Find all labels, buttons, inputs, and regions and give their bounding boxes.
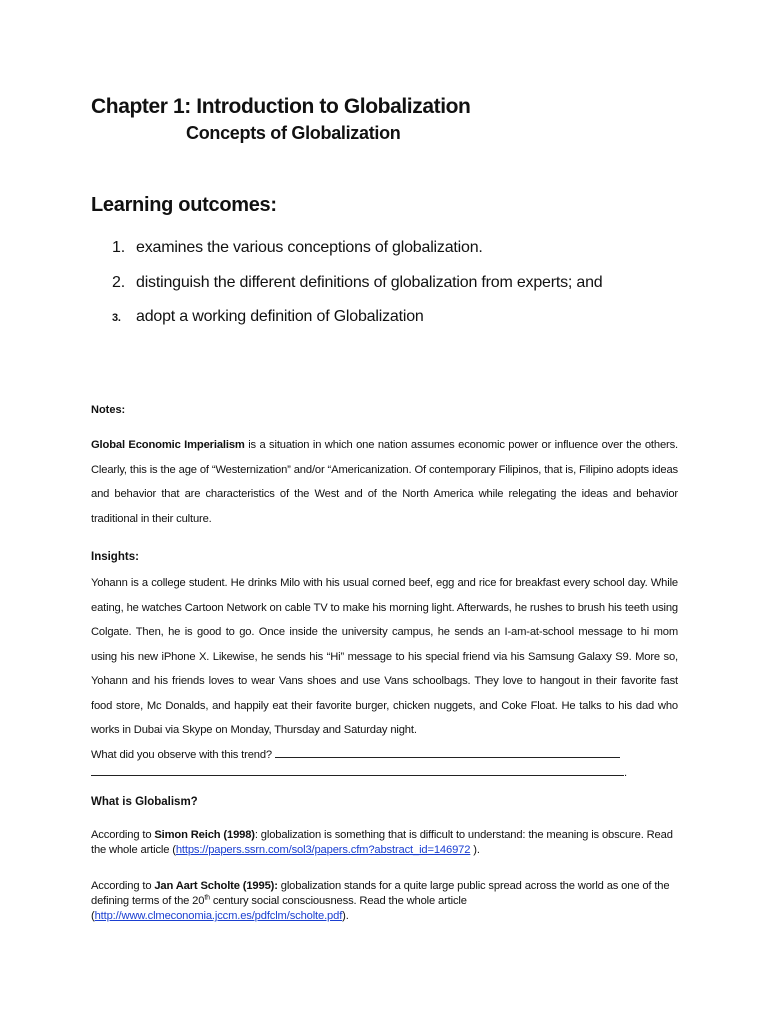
- learning-outcomes-heading: Learning outcomes:: [91, 194, 277, 216]
- insights-heading: Insights:: [91, 551, 139, 563]
- article-link[interactable]: http://www.clmeconomia.jccm.es/pdfclm/scholte.pdf: [94, 910, 343, 922]
- learning-outcome-text: examines the various conceptions of globalization.: [136, 239, 483, 256]
- ref-open-paren: (: [91, 910, 95, 922]
- learning-outcome-item: [112, 274, 602, 292]
- learning-outcome-item: [112, 308, 424, 326]
- observation-question: [91, 746, 620, 761]
- answer-blank-line[interactable]: [91, 764, 624, 776]
- reference-jan-aart-scholte: [91, 879, 681, 924]
- chapter-title: Chapter 1: Introduction to Globalization: [91, 95, 471, 118]
- ref-author: Simon Reich (1998): [154, 829, 255, 841]
- ref-text-continued: century social consciousness. Read the whole article: [209, 895, 467, 907]
- ref-superscript: th: [204, 894, 210, 902]
- ref-text: : globalization is something that is difficult to understand: the meaning is obscure. Read the whole article (: [91, 829, 673, 856]
- ref-author: Jan Aart Scholte (1995):: [154, 880, 278, 892]
- observation-question-text: What did you observe with this trend?: [91, 749, 273, 761]
- list-number: 1.: [112, 239, 125, 256]
- notes-paragraph: [91, 433, 678, 531]
- list-number: 3.: [112, 312, 121, 324]
- ref-suffix: ).: [470, 844, 480, 856]
- line-end-period: .: [624, 767, 627, 779]
- learning-outcome-item: [112, 239, 483, 257]
- ref-prefix: According to: [91, 880, 155, 892]
- chapter-subtitle: Concepts of Globalization: [186, 123, 401, 143]
- learning-outcome-text: distinguish the different definitions of globalization from experts; and: [136, 274, 603, 291]
- insights-paragraph: Yohann is a college student. He drinks Milo with his usual corned beef, egg and rice for breakfast every school day. While eating, he watches Cartoon Network on cable TV to make his morning light. Afterwards, he rushes to brush his teeth using Colgate. Then, he is good to go. Once inside the university campus, he sends an I-am-at-school message to hi mom using his new iPhone X. Likewise, he sends his “Hi” message to his special friend via his Samsung Galaxy S9. More so, Yohann and his friends loves to wear Vans shoes and use Vans schoolbags. They love to hangout in their favorite fast food store, Mc Donalds, and happily eat their favorite burger, chicken nuggets, and Coke Float. He talks to his dad who works in Dubai via Skype on Monday, Thursday and Saturday night.: [91, 577, 678, 736]
- learning-outcome-text: adopt a working definition of Globalization: [136, 308, 424, 325]
- article-link[interactable]: https://papers.ssrn.com/sol3/papers.cfm?abstract_id=146972: [175, 844, 471, 856]
- ref-prefix: According to: [91, 829, 155, 841]
- reference-simon-reich: [91, 828, 681, 858]
- what-is-globalism-heading: What is Globalism?: [91, 796, 198, 808]
- notes-term: Global Economic Imperialism: [91, 439, 245, 451]
- answer-blank-line[interactable]: [275, 746, 620, 758]
- ref-suffix: ).: [342, 910, 349, 922]
- ref-text: globalization stands for a quite large public spread across the world as one of the defining terms of the 20: [91, 880, 670, 907]
- notes-heading: Notes:: [91, 404, 126, 416]
- list-number: 2.: [112, 274, 125, 291]
- notes-body: is a situation in which one nation assumes economic power or influence over the others. Clearly, this is the age of “Westernization” and/or “Americanization. Of contemporary Filipinos, that is, Filipino adopts ideas and behavior that are characteristics of the West and of the North America while relegating the ideas and behavior traditional in their culture.: [91, 439, 678, 525]
- observation-answer-line: [91, 764, 627, 779]
